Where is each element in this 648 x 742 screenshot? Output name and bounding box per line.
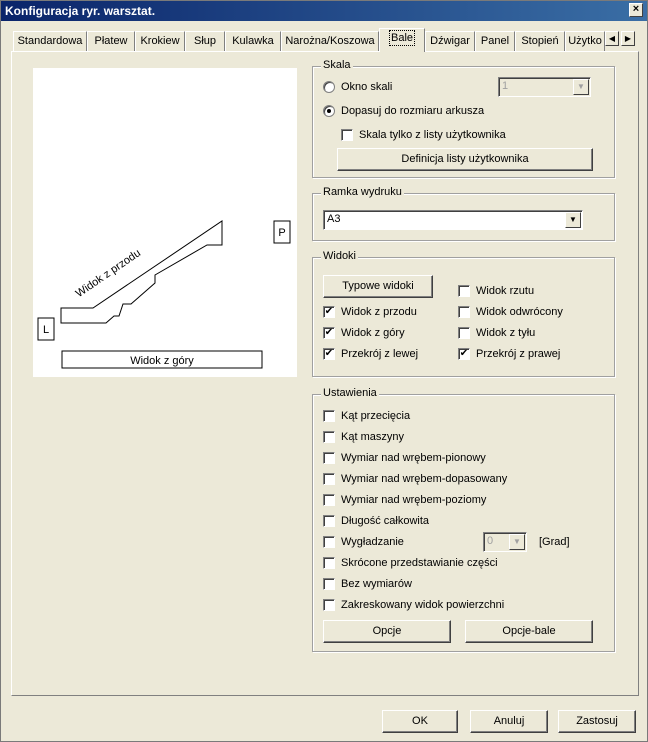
checkbox-checked-icon: ✔	[324, 348, 334, 359]
close-icon: ×	[632, 3, 640, 15]
checkbox-icon	[341, 129, 353, 141]
arrow-right-icon: ▶	[624, 34, 632, 43]
tab-bale[interactable]: Bale	[379, 28, 425, 52]
tab-krokiew[interactable]: Krokiew	[135, 31, 185, 51]
options-button[interactable]: Opcje	[323, 620, 451, 643]
tab-dzwigar[interactable]: Dźwigar	[425, 31, 475, 51]
print-frame-select[interactable]: A3 ▼	[323, 210, 583, 230]
checkbox-icon	[458, 327, 470, 339]
settings-group-title: Ustawienia	[323, 387, 377, 399]
smoothing-unit-label: [Grad]	[539, 536, 570, 548]
radio-off-icon	[323, 81, 335, 93]
front-view-label: Widok z przodu	[73, 247, 143, 300]
ok-button[interactable]: OK	[382, 710, 458, 733]
checkbox-icon	[323, 557, 335, 569]
scale-value-select[interactable]: 1 ▼	[498, 77, 591, 97]
left-marker-label: L	[42, 324, 50, 336]
smoothing-value-select[interactable]: 0 ▼	[483, 532, 527, 552]
tab-platew[interactable]: Płatew	[87, 31, 135, 51]
tab-narozna-koszowa[interactable]: Narożna/Koszowa	[281, 31, 379, 51]
checkbox-icon	[323, 431, 335, 443]
arrow-left-icon: ◀	[608, 34, 616, 43]
window-title: Konfiguracja ryr. warsztat.	[5, 4, 156, 18]
define-user-list-button[interactable]: Definicja listy użytkownika	[337, 148, 593, 171]
cancel-button[interactable]: Anuluj	[470, 710, 548, 733]
tab-standardowa[interactable]: Standardowa	[13, 31, 87, 51]
checkbox-checked-icon: ✔	[324, 306, 334, 317]
tab-kulawka[interactable]: Kulawka	[225, 31, 281, 51]
print-frame-title: Ramka wydruku	[323, 186, 402, 198]
preview-canvas	[33, 68, 297, 377]
checkbox-icon	[323, 410, 335, 422]
views-group-title: Widoki	[323, 250, 357, 262]
checkbox-icon	[323, 536, 335, 548]
checkbox-icon	[458, 285, 470, 297]
dropdown-arrow-icon: ▼	[509, 534, 525, 550]
radio-on-icon	[323, 105, 335, 117]
tab-uzytkownik[interactable]: Użytko	[565, 31, 605, 51]
scale-group-title: Skala	[323, 59, 351, 71]
options-bale-button[interactable]: Opcje-bale	[465, 620, 593, 643]
top-view-label: Widok z góry	[130, 355, 194, 367]
checkbox-icon	[458, 306, 470, 318]
title-bar[interactable]	[1, 1, 647, 21]
checkbox-icon	[323, 599, 335, 611]
views-group: Widoki Typowe widoki ✔ Widok z przodu ✔ Widok z góry ✔ Przekrój z lewej Widok rzutu Widok odwrócony Widok z tyłu ✔ Przekrój z prawej	[312, 257, 615, 377]
checkbox-icon	[323, 515, 335, 527]
checkbox-icon	[323, 452, 335, 464]
tab-slup[interactable]: Słup	[185, 31, 225, 51]
settings-group: Ustawienia Kąt przecięcia Kąt maszyny Wymiar nad wrębem-pionowy Wymiar nad wrębem-dopasowany Wymiar nad wrębem-poziomy Długość całkowita Wygładzanie 0 ▼ [Grad] Skrócone przedstawianie części Bez wymiarów Zakreskowany widok powierzchni Opcje Opcje-bale	[312, 394, 615, 652]
checkbox-icon	[323, 494, 335, 506]
front-view-outline	[61, 221, 222, 323]
checkbox-icon	[323, 473, 335, 485]
scale-group: Skala Okno skali 1 ▼ Dopasuj do rozmiaru arkusza Skala tylko z listy użytkownika Definicja listy użytkownika	[312, 66, 615, 178]
tab-stopien[interactable]: Stopień	[515, 31, 565, 51]
dropdown-arrow-icon: ▼	[573, 79, 589, 95]
dropdown-arrow-icon: ▼	[565, 212, 581, 228]
checkbox-icon	[323, 578, 335, 590]
tab-scroll-left-button[interactable]	[605, 31, 619, 46]
close-button[interactable]	[629, 3, 643, 17]
typical-views-button[interactable]: Typowe widoki	[323, 275, 433, 298]
right-marker-label: P	[278, 227, 286, 239]
checkbox-checked-icon: ✔	[459, 348, 469, 359]
tab-panel[interactable]: Panel	[475, 31, 515, 51]
tab-strip	[13, 31, 639, 51]
checkbox-checked-icon: ✔	[324, 327, 334, 338]
apply-button[interactable]: Zastosuj	[558, 710, 636, 733]
print-frame-group	[312, 186, 615, 241]
tab-scroll-right-button[interactable]	[621, 31, 635, 46]
